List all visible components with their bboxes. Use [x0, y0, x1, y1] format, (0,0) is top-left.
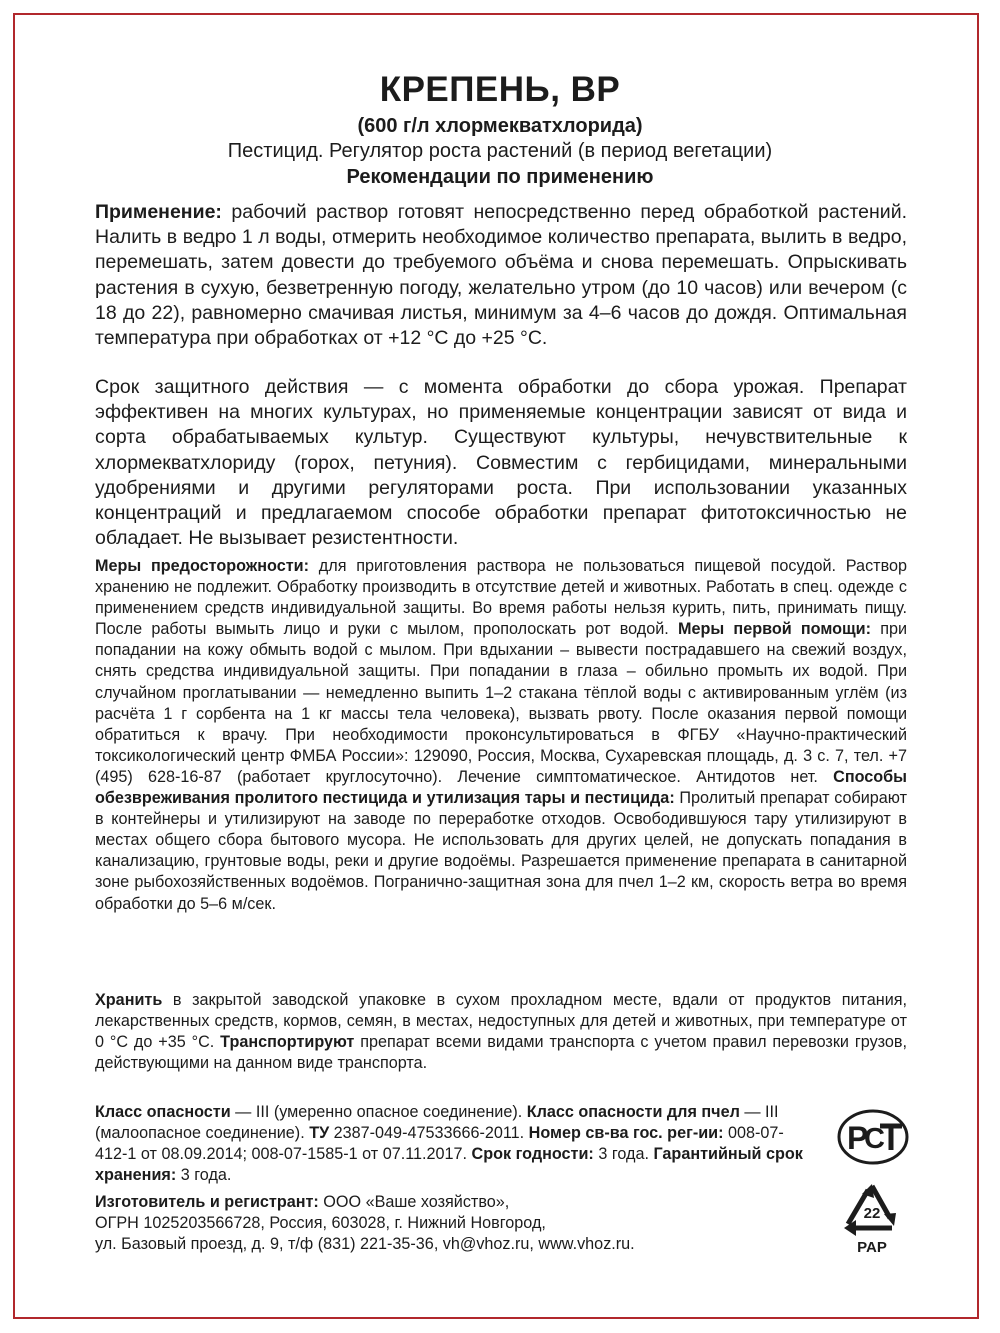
precautions-text: для приготовления раствора не пользоваться пищевой посудой. Раствор хранению не подлежит. Обработку производить в отсутствие детей и животных. Работать в спец. одежде с применением средств индивидуальной защиты. Во время работы нельзя курить, пить, принимать пищу. После работы вымыть лицо и руки с мылом, прополоскать рот водой. — [95, 557, 907, 639]
recycle-icon — [830, 1180, 914, 1258]
active-ingredient: (600 г/л хлормекватхлорида) — [357, 115, 643, 137]
first-aid-text: при попадании на кожу обмыть водой с мылом. При вдыхании – вывести пострадавшего на свежий воздух, снять средства индивидуальной защиты. При попадании в глаза – обильно промыть их водой. При случайном проглатывании — немедленно выпить 1–2 стакана тёплой воды с активированным углём (из расчёта 1 г сорбента на 1 кг массы тела человека), вызвать рвоту. После оказания первой помощи обратиться к врачу. При необходимости проконсультироваться в ФГБУ «Научно-практический токсикологический центр ФМБА России»: 129090, Россия, Москва, Сухаревская площадь, д. 3 с. 7, тел. +7 (495) 628-16-87 (работает круглосуточно). Лечение симптоматическое. Антидотов нет. — [95, 620, 908, 786]
protection-paragraph — [95, 375, 907, 551]
disposal-text: Пролитый препарат собирают в контейнеры и утилизируют на заводе по переработке отходов. Освободившуюся тару утилизируют в местах общего сбора бытового мусора. Не использовать для других целей, не допускать попадания в канализацию, грунтовые воды, реки и другие водоёмы. Разрешается применение препарата в санитарной зоне рыбохозяйственных водоёмов. Погранично-защитная зона для пчел 1–2 км, скорость ветра во время обработки до 5–6 м/сек. — [95, 789, 907, 913]
transport-text: препарат всеми видами транспорта с учетом правил перевозки грузов, действующими на данном виде транспорта. — [95, 1033, 907, 1073]
safety-paragraph — [95, 556, 907, 915]
rst-certification-icon — [836, 1108, 914, 1166]
tu-text: 2387-049-47533666-2011. — [329, 1124, 529, 1143]
svg-text:Р: Р — [847, 1120, 869, 1156]
rst-mark-text: РСТ — [836, 1108, 838, 1109]
application-label: Применение: — [95, 201, 222, 223]
warranty-text: 3 года. — [176, 1166, 232, 1185]
product-category: Пестицид. Регулятор роста растений (в период вегетации) — [227, 140, 773, 162]
recycle-number: 22 — [863, 1205, 881, 1222]
first-aid-label: Меры первой помощи: — [678, 620, 871, 639]
bees-hazard-text: — III (малоопасное соединение). — [95, 1103, 779, 1143]
protection-text: Срок защитного действия — с момента обработки до сбора урожая. Препарат эффективен на многих культурах, но применяемые концентрации зависят от вида и сорта обрабатываемых культур. Существуют культуры, нечувствительные к хлормекватхлориду (горох, петуния). Совместим с гербицидами, минеральными удобрениями и другими регуляторами роста. При использовании указанных концентраций и предлагаемом способе обработки препарат фитотоксичностью не обладает. Не вызывает резистентности. — [95, 376, 907, 550]
manufacturer-label: Изготовитель и регистрант: — [95, 1193, 319, 1211]
recommendations-heading: Рекомендации по применению — [346, 166, 654, 188]
recycle-code: PAP — [857, 1239, 887, 1256]
warranty-label: Гарантийный срок хранения: — [95, 1145, 803, 1185]
manufacturer-address: ОГРН 1025203566728, Россия, 603028, г. Нижний Новгород, — [95, 1214, 546, 1233]
transport-label: Транспортируют — [220, 1033, 355, 1052]
disposal-label: Способы обезвреживания пролитого пестицида и утилизация тары и пестицида: — [95, 767, 907, 808]
svg-text:С: С — [864, 1123, 885, 1155]
tu-label: ТУ — [309, 1124, 330, 1143]
storage-paragraph — [95, 990, 907, 1074]
shelf-life-label: Срок годности: — [471, 1145, 594, 1164]
manufacturer-contacts: ул. Базовый проезд, д. 9, т/ф (831) 221-35-36, vh@vhoz.ru, www.vhoz.ru. — [95, 1235, 635, 1254]
manufacturer-paragraph — [95, 1192, 815, 1255]
precautions-label: Меры предосторожности: — [95, 557, 309, 575]
bees-hazard-label: Класс опасности для пчел — [526, 1103, 740, 1121]
hazard-text: — III (умеренно опасное соединение). — [230, 1103, 527, 1121]
shelf-life-text: 3 года. — [593, 1145, 654, 1164]
application-paragraph — [95, 200, 907, 351]
hazard-label: Класс опасности — [95, 1103, 231, 1121]
product-title: КРЕПЕНЬ, ВР — [379, 70, 621, 109]
registration-paragraph — [95, 1102, 815, 1186]
store-label: Хранить — [95, 991, 163, 1009]
application-text: рабочий раствор готовят непосредственно перед обработкой растений. Налить в ведро 1 л воды, отмерить необходимое количество препарата, вылить в ведро, перемешать, затем довести до требуемого объёма и снова перемешать. Опрыскивать растения в сухую, безветренную погоду, желательно утром (до 10 часов) или вечером (с 18 до 22), равномерно смачивая листья, минимум за 4–6 часов до дождя. Оптимальная температура при обработках от +12 °С до +25 °С. — [95, 201, 907, 350]
registration-number-label: Номер св-ва гос. рег-ии: — [528, 1124, 724, 1143]
store-text: в закрытой заводской упаковке в сухом прохладном месте, вдали от продуктов питания, лекарственных средств, кормов, семян, в местах, недоступных для детей и животных, при температуре от 0 °С до +35 °С. — [95, 991, 907, 1052]
manufacturer-name: ООО «Ваше хозяйство», — [318, 1193, 510, 1211]
registration-number-text: 008-07-412-1 от 08.09.2014; 008-07-1585-1 от 07.11.2017. — [95, 1124, 784, 1164]
